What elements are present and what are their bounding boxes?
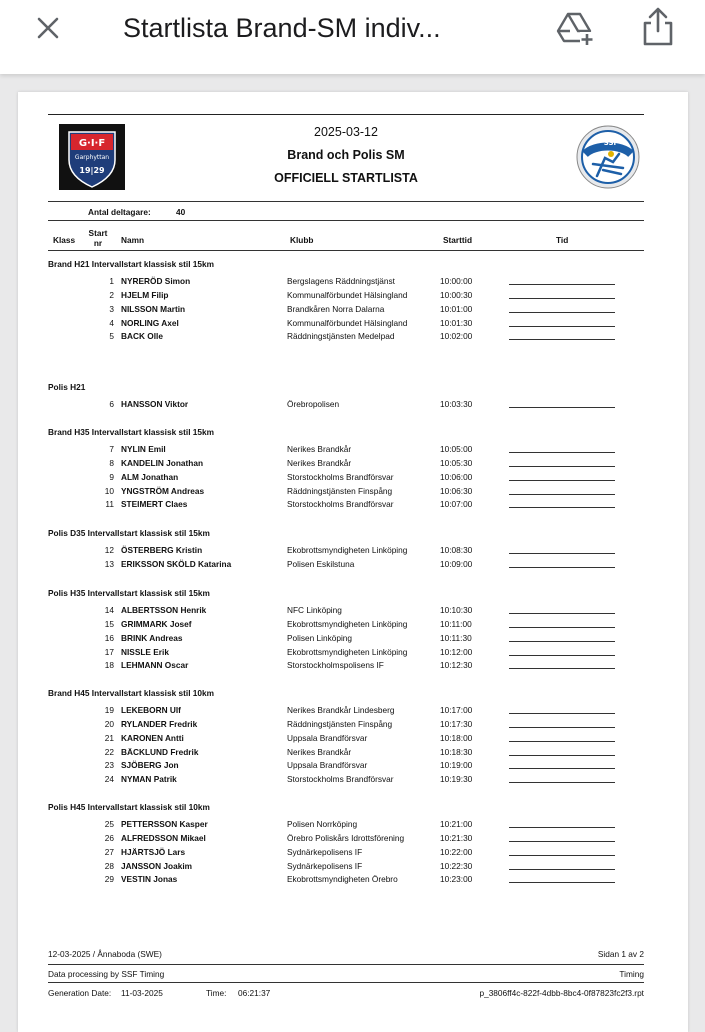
club-name: Uppsala Brandförsvar <box>287 760 368 771</box>
athlete-name: HANSSON Viktor <box>121 399 189 409</box>
divider <box>48 982 644 983</box>
section-header: Polis H45 Intervallstart klassisk stil 10km <box>48 802 210 812</box>
club-name: Kommunalförbundet Hälsingland <box>287 317 408 328</box>
divider <box>48 250 644 251</box>
club-name: Polisen Norrköping <box>287 819 358 829</box>
start-time: 10:23:00 <box>440 874 473 885</box>
start-time: 10:18:30 <box>440 746 473 757</box>
start-number: 7 <box>109 444 114 454</box>
start-number: 19 <box>104 705 114 715</box>
club-name: Räddningstjänsten Finspång <box>287 718 393 729</box>
table-row <box>48 276 644 288</box>
start-number: 20 <box>104 718 114 729</box>
top-app-bar <box>0 0 705 74</box>
start-time: 10:05:00 <box>440 444 473 454</box>
start-time: 10:06:30 <box>440 485 473 496</box>
start-time: 10:02:00 <box>440 331 473 342</box>
result-time-line <box>509 553 615 554</box>
start-number: 14 <box>104 605 114 615</box>
start-time: 10:07:00 <box>440 499 473 510</box>
start-number: 23 <box>104 760 114 771</box>
result-time-line <box>509 312 615 313</box>
club-name: Ekobrottsmyndigheten Örebro <box>287 874 398 885</box>
table-row <box>48 660 644 672</box>
result-time-line <box>509 567 615 568</box>
footer-processing: Data processing by SSF Timing <box>48 969 165 979</box>
start-number: 5 <box>109 331 114 342</box>
table-row <box>48 647 644 659</box>
athlete-name: JANSSON Joakim <box>121 860 193 871</box>
footer-time: 06:21:37 <box>238 988 271 998</box>
footer-place: 12-03-2025 / Ånnaboda (SWE) <box>48 949 162 959</box>
table-row <box>48 861 644 873</box>
athlete-name: GRIMMARK Josef <box>121 618 192 629</box>
result-time-line <box>509 655 615 656</box>
club-name: Sydnärkepolisens IF <box>287 860 363 871</box>
result-time-line <box>509 627 615 628</box>
table-row <box>48 705 644 717</box>
start-number: 4 <box>109 317 114 328</box>
column-header-tid: Tid <box>556 235 569 245</box>
divider <box>48 964 644 965</box>
start-time: 10:09:00 <box>440 558 473 569</box>
table-row <box>48 733 644 745</box>
start-number: 17 <box>104 646 114 657</box>
column-header-starttid: Starttid <box>443 235 473 245</box>
result-time-line <box>509 727 615 728</box>
start-time: 10:21:00 <box>440 819 473 829</box>
start-time: 10:01:00 <box>440 303 473 314</box>
table-row <box>48 472 644 484</box>
table-row <box>48 605 644 617</box>
result-time-line <box>509 407 615 408</box>
table-row <box>48 290 644 302</box>
result-time-line <box>509 855 615 856</box>
start-date: 2025-03-12 <box>314 125 378 139</box>
start-number: 2 <box>109 289 114 300</box>
start-number: 24 <box>104 774 114 785</box>
start-time: 10:03:30 <box>440 399 473 409</box>
club-name: Storstockholmspolisens IF <box>287 660 384 671</box>
table-row <box>48 486 644 498</box>
athlete-name: BACK Olle <box>121 331 163 342</box>
table-row <box>48 847 644 859</box>
start-time: 10:19:00 <box>440 760 473 771</box>
result-time-line <box>509 613 615 614</box>
start-number: 13 <box>104 558 114 569</box>
result-time-line <box>509 480 615 481</box>
divider <box>48 201 644 202</box>
start-time: 10:18:00 <box>440 732 473 743</box>
club-name: Polisen Eskilstuna <box>287 558 355 569</box>
start-time: 10:12:00 <box>440 646 473 657</box>
club-name: Ekobrottsmyndigheten Linköping <box>287 646 408 657</box>
section-header: Brand H45 Intervallstart klassisk stil 10km <box>48 688 215 698</box>
svg-text:19|29: 19|29 <box>79 166 105 175</box>
svg-text:G·I·F: G·I·F <box>78 138 106 149</box>
athlete-name: HJÄRTSJÖ Lars <box>121 846 186 857</box>
column-header-start-nr <box>86 228 110 248</box>
footer-time-label: Time: <box>206 988 227 998</box>
table-row <box>48 444 644 456</box>
club-name: Örebro Poliskårs Idrottsförening <box>287 832 405 843</box>
athlete-name: NYLIN Emil <box>121 444 166 454</box>
result-time-line <box>509 339 615 340</box>
result-time-line <box>509 326 615 327</box>
club-name: NFC Linköping <box>287 605 342 615</box>
result-time-line <box>509 452 615 453</box>
footer-page: Sidan 1 av 2 <box>597 949 644 959</box>
start-number: 16 <box>104 632 114 643</box>
start-time: 10:00:30 <box>440 289 473 300</box>
club-name: Nerikes Brandkår <box>287 457 352 468</box>
athlete-name: NORLING Axel <box>121 317 179 328</box>
result-time-line <box>509 466 615 467</box>
table-row <box>48 833 644 845</box>
start-number: 29 <box>104 874 114 885</box>
divider <box>48 220 644 221</box>
result-time-line <box>509 494 615 495</box>
club-name: Ekobrottsmyndigheten Linköping <box>287 618 408 629</box>
start-number: 8 <box>109 457 114 468</box>
section-header: Polis H35 Intervallstart klassisk stil 15km <box>48 588 210 598</box>
start-time: 10:19:30 <box>440 774 473 785</box>
result-time-line <box>509 782 615 783</box>
athlete-name: ALFREDSSON Mikael <box>121 832 206 843</box>
athlete-name: SJÖBERG Jon <box>121 760 179 771</box>
table-row <box>48 545 644 557</box>
list-title: OFFICIELL STARTLISTA <box>274 171 418 185</box>
section-header: Brand H21 Intervallstart klassisk stil 15km <box>48 259 215 269</box>
table-row <box>48 760 644 772</box>
athlete-name: LEHMANN Oscar <box>121 660 189 671</box>
table-row <box>48 747 644 759</box>
athlete-name: BÄCKLUND Fredrik <box>121 746 199 757</box>
svg-text:SSF: SSF <box>603 139 619 147</box>
document-title: Startlista Brand-SM indiv... <box>123 13 441 43</box>
club-name: Nerikes Brandkår <box>287 746 352 757</box>
footer-gen-date: 11-03-2025 <box>121 988 163 998</box>
start-number: 10 <box>104 485 114 496</box>
athlete-name: KARONEN Antti <box>121 732 184 743</box>
start-time: 10:21:30 <box>440 832 473 843</box>
start-number: 22 <box>104 746 114 757</box>
result-time-line <box>509 841 615 842</box>
club-name: Sydnärkepolisens IF <box>287 846 363 857</box>
participants-label: Antal deltagare: <box>88 207 151 217</box>
start-time: 10:17:30 <box>440 718 473 729</box>
start-number: 12 <box>104 545 114 555</box>
athlete-name: RYLANDER Fredrik <box>121 718 198 729</box>
footer-gen-date-label: Generation Date: <box>48 988 112 998</box>
table-row <box>48 633 644 645</box>
table-row <box>48 819 644 831</box>
start-number: 1 <box>109 276 114 286</box>
club-name: Räddningstjänsten Medelpad <box>287 331 395 342</box>
start-number: 25 <box>104 819 114 829</box>
start-number: 15 <box>104 618 114 629</box>
result-time-line <box>509 298 615 299</box>
result-time-line <box>509 668 615 669</box>
start-number: 27 <box>104 846 114 857</box>
club-name: Kommunalförbundet Hälsingland <box>287 289 408 300</box>
result-time-line <box>509 741 615 742</box>
result-time-line <box>509 507 615 508</box>
start-time: 10:01:30 <box>440 317 473 328</box>
start-time: 10:17:00 <box>440 705 473 715</box>
athlete-name: ALM Jonathan <box>121 471 179 482</box>
result-time-line <box>509 641 615 642</box>
start-time: 10:11:00 <box>440 618 472 629</box>
start-time: 10:11:30 <box>440 632 472 643</box>
result-time-line <box>509 869 615 870</box>
athlete-name: NILSSON Martin <box>121 303 186 314</box>
athlete-name: NYRERÖD Simon <box>121 276 191 286</box>
table-row <box>48 458 644 470</box>
athlete-name: ÖSTERBERG Kristin <box>121 545 203 555</box>
table-row <box>48 719 644 731</box>
section-header: Brand H35 Intervallstart klassisk stil 15km <box>48 427 215 437</box>
result-time-line <box>509 755 615 756</box>
club-name: Nerikes Brandkår <box>287 444 352 454</box>
start-time: 10:08:30 <box>440 545 473 555</box>
table-row <box>48 499 644 511</box>
start-time: 10:05:30 <box>440 457 473 468</box>
start-number: 3 <box>109 303 114 314</box>
club-name: Ekobrottsmyndigheten Linköping <box>287 545 408 555</box>
start-number: 6 <box>109 399 114 409</box>
table-row <box>48 874 644 886</box>
athlete-name: ALBERTSSON Henrik <box>121 605 207 615</box>
column-header-nr: nr <box>93 238 103 248</box>
column-header-klass: Klass <box>53 235 76 245</box>
club-name: Uppsala Brandförsvar <box>287 732 368 743</box>
club-name: Nerikes Brandkår Lindesberg <box>287 705 395 715</box>
start-time: 10:00:00 <box>440 276 473 286</box>
start-number: 11 <box>105 499 114 510</box>
table-row <box>48 619 644 631</box>
athlete-name: YNGSTRÖM Andreas <box>121 485 205 496</box>
athlete-name: NYMAN Patrik <box>121 774 177 785</box>
start-time: 10:22:30 <box>440 860 473 871</box>
svg-text:Garphyttan: Garphyttan <box>74 154 110 161</box>
ssf-logo <box>575 124 641 190</box>
table-row <box>48 559 644 571</box>
add-to-drive-icon[interactable] <box>554 8 594 48</box>
table-row <box>48 318 644 330</box>
athlete-name: PETTERSSON Kasper <box>121 819 208 829</box>
pdf-page <box>18 92 688 1032</box>
club-name: Polisen Linköping <box>287 632 353 643</box>
column-header-klubb: Klubb <box>290 235 314 245</box>
result-time-line <box>509 713 615 714</box>
result-time-line <box>509 882 615 883</box>
athlete-name: ERIKSSON SKÖLD Katarina <box>121 558 232 569</box>
table-row <box>48 399 644 411</box>
club-name: Bergslagens Räddningstjänst <box>287 276 395 286</box>
table-row <box>48 331 644 343</box>
result-time-line <box>509 768 615 769</box>
section-header: Polis D35 Intervallstart klassisk stil 15km <box>48 528 210 538</box>
start-number: 18 <box>104 660 114 671</box>
club-name: Storstockholms Brandförsvar <box>287 774 394 785</box>
column-header-namn: Namn <box>121 235 145 245</box>
event-name: Brand och Polis SM <box>287 148 405 162</box>
club-name: Brandkåren Norra Dalarna <box>287 303 385 314</box>
athlete-name: NISSLE Erik <box>121 646 169 657</box>
start-time: 10:06:00 <box>440 471 473 482</box>
participants-count: 40 <box>176 207 186 217</box>
club-name: Storstockholms Brandförsvar <box>287 499 394 510</box>
athlete-name: LEKEBORN Ulf <box>121 705 181 715</box>
athlete-name: VESTIN Jonas <box>121 874 178 885</box>
start-time: 10:22:00 <box>440 846 473 857</box>
start-time: 10:12:30 <box>440 660 473 671</box>
start-number: 21 <box>104 732 114 743</box>
start-number: 26 <box>104 832 114 843</box>
table-row <box>48 304 644 316</box>
table-row <box>48 774 644 786</box>
athlete-name: STEIMERT Claes <box>121 499 188 510</box>
start-number: 28 <box>104 860 114 871</box>
start-number: 9 <box>109 471 114 482</box>
start-time: 10:10:30 <box>440 605 473 615</box>
athlete-name: HJELM Filip <box>121 289 169 300</box>
close-icon[interactable] <box>30 10 66 46</box>
result-time-line <box>509 284 615 285</box>
club-name: Örebropolisen <box>287 399 340 409</box>
footer-report-id: p_3806ff4c-822f-4dbb-8bc4-0f87823fc2f3.rpt <box>479 988 644 998</box>
club-name: Räddningstjänsten Finspång <box>287 485 393 496</box>
athlete-name: KANDELIN Jonathan <box>121 457 204 468</box>
athlete-name: BRINK Andreas <box>121 632 183 643</box>
start-list-document <box>48 114 644 1004</box>
section-header: Polis H21 <box>48 382 86 392</box>
footer-timing: Timing <box>619 969 644 979</box>
club-name: Storstockholms Brandförsvar <box>287 471 394 482</box>
share-icon[interactable] <box>638 6 678 48</box>
divider <box>48 114 644 115</box>
column-header-start: Start <box>88 228 108 238</box>
result-time-line <box>509 827 615 828</box>
